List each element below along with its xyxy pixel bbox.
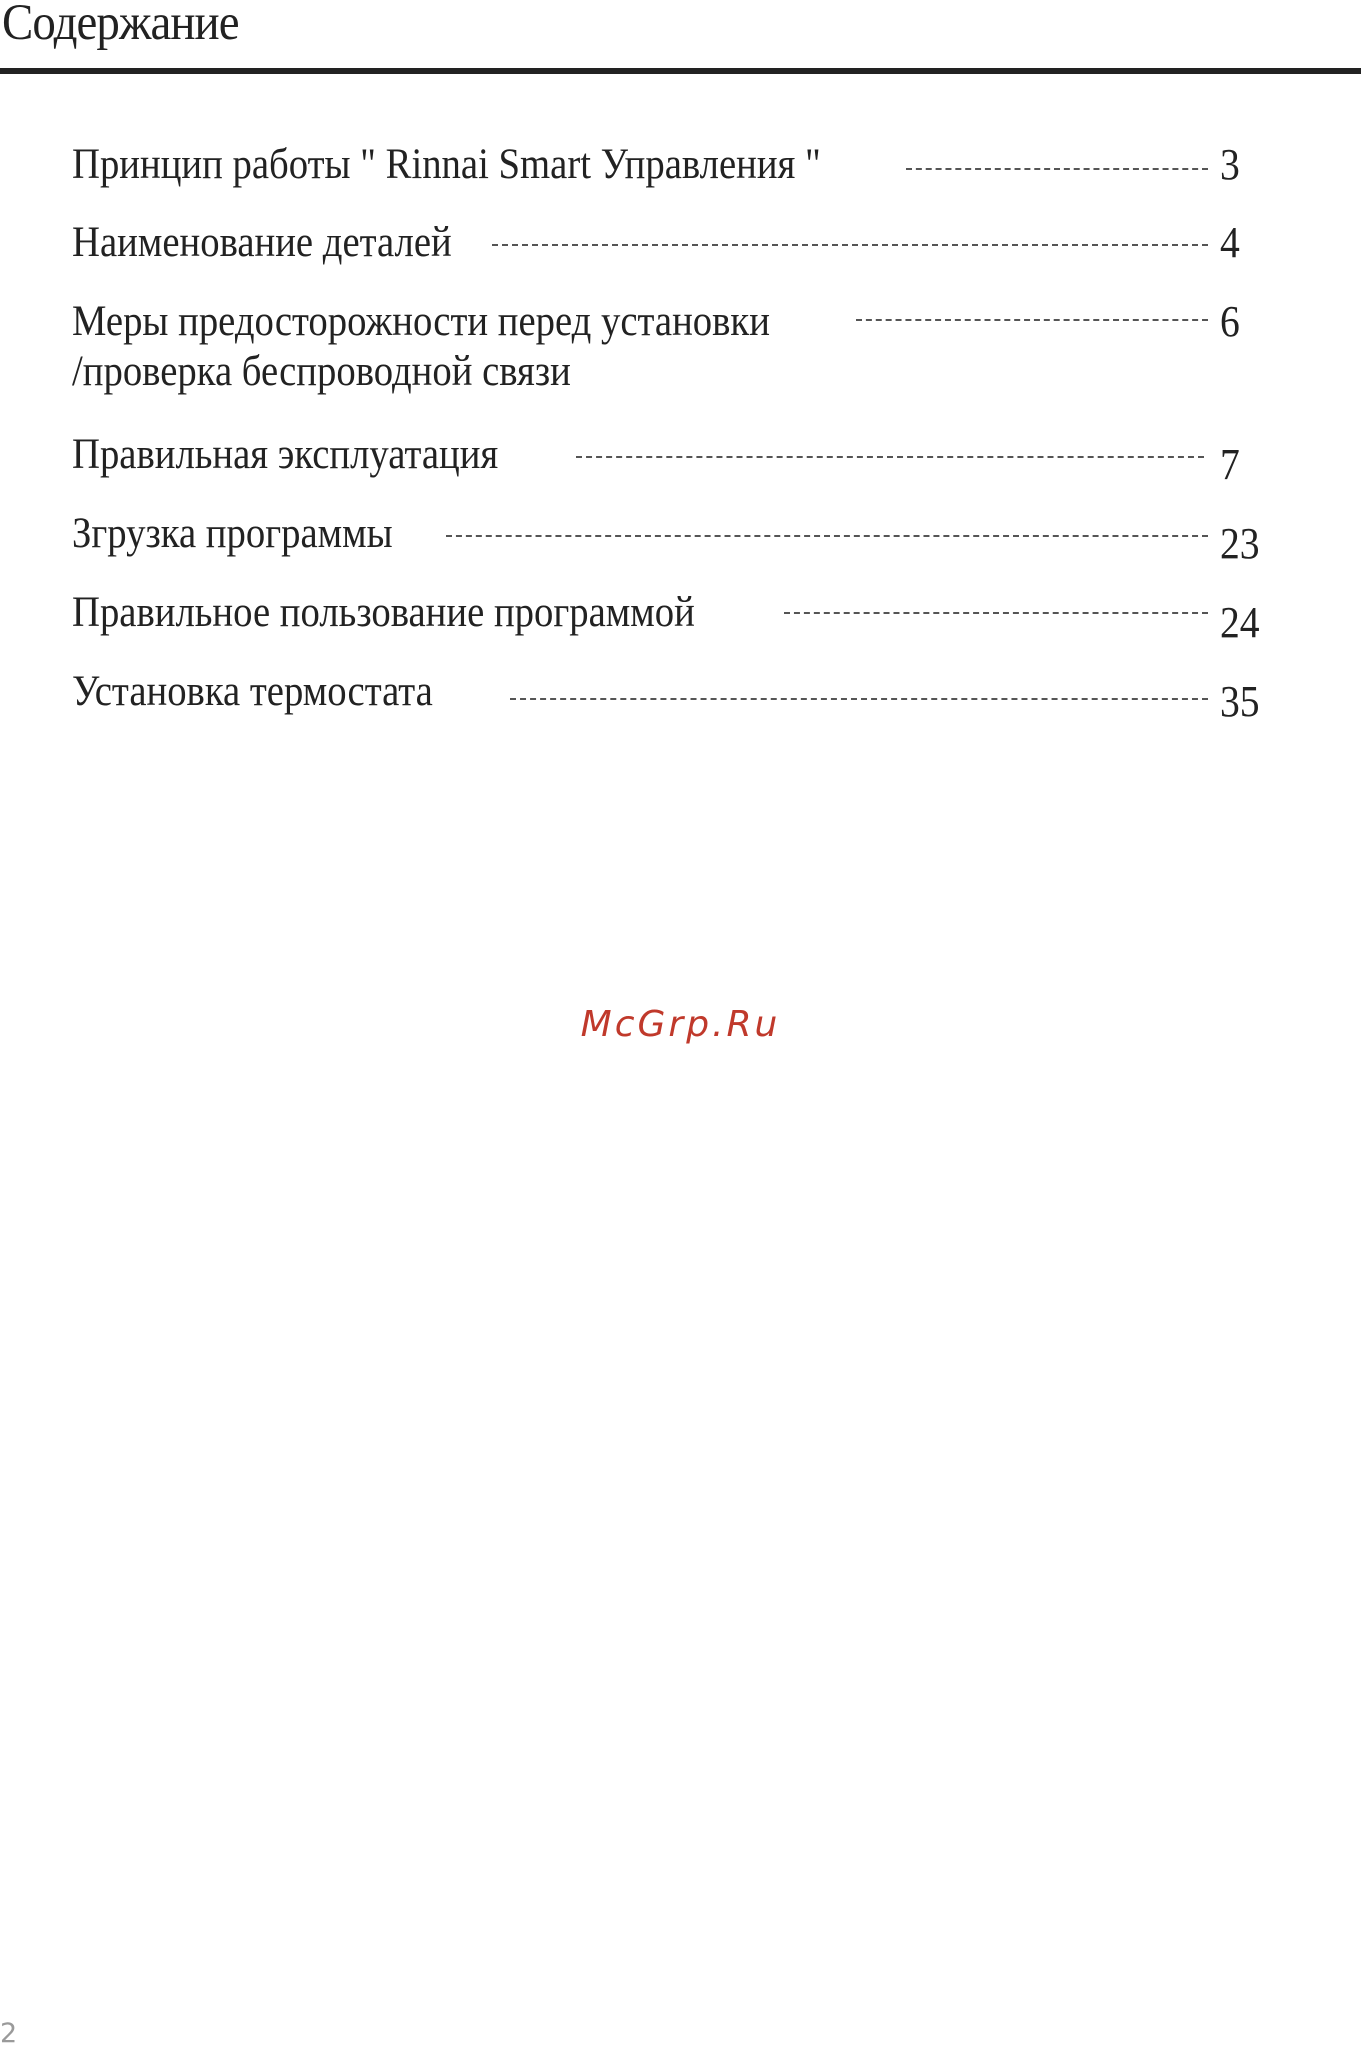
toc-entry-label: Меры предосторожности перед установки — [72, 298, 770, 345]
toc-dotted-leader — [906, 168, 1208, 170]
toc-dotted-leader — [856, 319, 1208, 321]
toc-entry-page-number: 6 — [1220, 297, 1240, 346]
page-title: Содержание — [2, 0, 239, 51]
toc-entry-label: Згрузка программы — [72, 510, 393, 557]
toc-entry-page-number: 3 — [1220, 140, 1240, 189]
toc-entry-label-continued: /проверка беспроводной связи — [72, 348, 571, 395]
toc-entry-page-number: 4 — [1220, 218, 1240, 267]
toc-entry-page-number: 24 — [1220, 598, 1260, 647]
toc-dotted-leader — [510, 698, 1208, 700]
toc-entry-page-number: 35 — [1220, 677, 1260, 726]
title-divider — [0, 68, 1361, 74]
toc-entry-label: Принцип работы " Rinnai Smart Управления " — [72, 141, 821, 188]
toc-entry-page-number: 7 — [1220, 440, 1240, 489]
toc-dotted-leader — [784, 612, 1208, 614]
watermark: McGrp.Ru — [580, 1004, 781, 1045]
page-number: 2 — [0, 2018, 18, 2049]
toc-entry-label: Установка термостата — [72, 668, 433, 715]
toc-entry-label: Наименование деталей — [72, 219, 452, 266]
toc-dotted-leader — [446, 535, 1208, 537]
toc-dotted-leader — [576, 456, 1204, 458]
toc-entry-label: Правильная эксплуатация — [72, 431, 499, 478]
toc-entry-label: Правильное пользование программой — [72, 589, 695, 636]
toc-dotted-leader — [492, 244, 1208, 246]
toc-entry-page-number: 23 — [1220, 519, 1260, 568]
